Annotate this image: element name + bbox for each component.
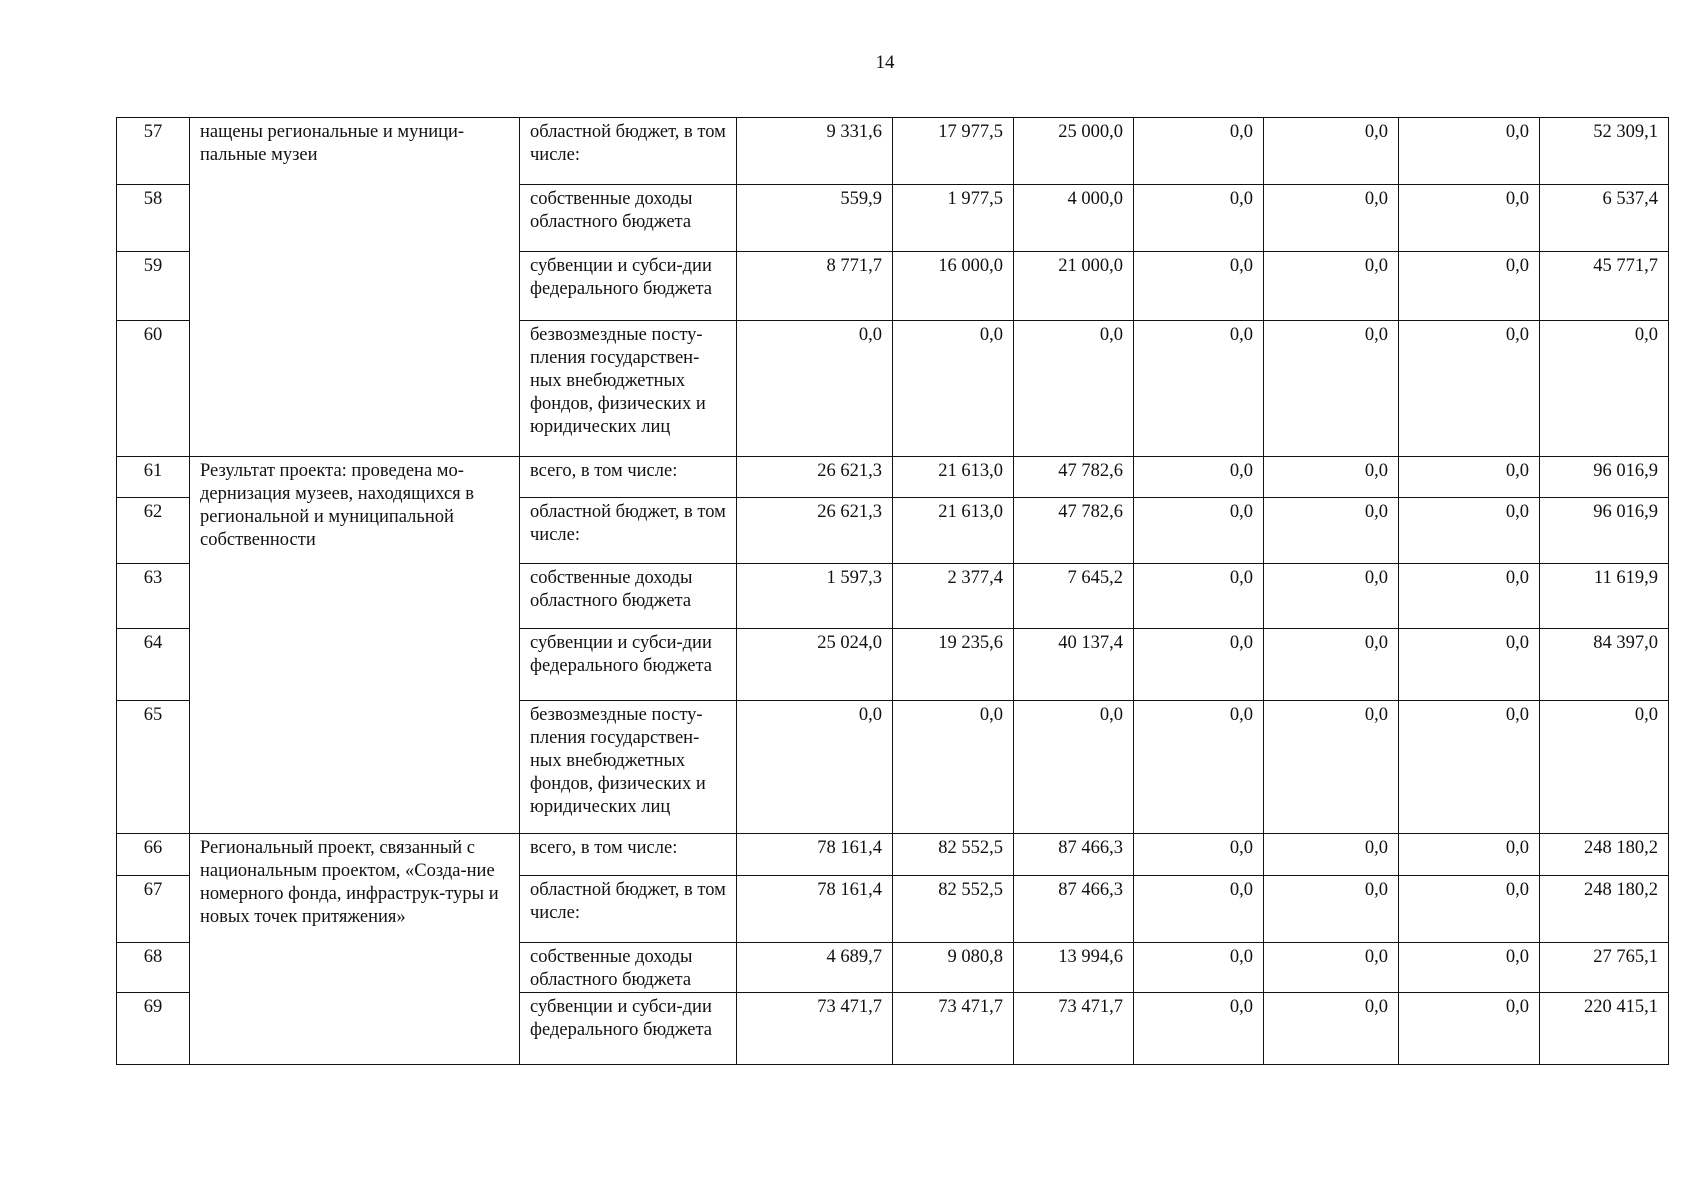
year-value: 8 771,7 bbox=[737, 252, 893, 321]
row-number: 58 bbox=[117, 185, 190, 252]
page-number: 14 bbox=[875, 52, 895, 73]
year-value: 17 977,5 bbox=[893, 118, 1014, 185]
funding-source: областной бюджет, в том числе: bbox=[520, 498, 737, 564]
year-value: 73 471,7 bbox=[737, 993, 893, 1065]
year-value: 0,0 bbox=[737, 701, 893, 834]
year-value: 0,0 bbox=[1134, 834, 1264, 876]
total-value: 45 771,7 bbox=[1540, 252, 1669, 321]
row-number: 57 bbox=[117, 118, 190, 185]
year-value: 16 000,0 bbox=[893, 252, 1014, 321]
funding-source: безвозмездные посту-пления государствен-ных внебюджетных фондов, физических и юридических лиц bbox=[520, 701, 737, 834]
year-value: 13 994,6 bbox=[1014, 943, 1134, 993]
year-value: 47 782,6 bbox=[1014, 457, 1134, 498]
year-value: 0,0 bbox=[1134, 876, 1264, 943]
total-value: 11 619,9 bbox=[1540, 564, 1669, 629]
year-value: 0,0 bbox=[1264, 498, 1399, 564]
funding-source: собственные доходы областного бюджета bbox=[520, 185, 737, 252]
total-value: 220 415,1 bbox=[1540, 993, 1669, 1065]
total-value: 52 309,1 bbox=[1540, 118, 1669, 185]
row-number: 60 bbox=[117, 321, 190, 457]
year-value: 0,0 bbox=[1399, 834, 1540, 876]
funding-source: субвенции и субси-дии федерального бюджета bbox=[520, 993, 737, 1065]
year-value: 26 621,3 bbox=[737, 457, 893, 498]
year-value: 0,0 bbox=[1399, 876, 1540, 943]
year-value: 0,0 bbox=[1399, 993, 1540, 1065]
year-value: 0,0 bbox=[1134, 118, 1264, 185]
row-number: 63 bbox=[117, 564, 190, 629]
year-value: 0,0 bbox=[1264, 629, 1399, 701]
year-value: 0,0 bbox=[1134, 321, 1264, 457]
year-value: 0,0 bbox=[1399, 498, 1540, 564]
year-value: 0,0 bbox=[1264, 252, 1399, 321]
year-value: 21 000,0 bbox=[1014, 252, 1134, 321]
year-value: 82 552,5 bbox=[893, 834, 1014, 876]
year-value: 73 471,7 bbox=[893, 993, 1014, 1065]
year-value: 87 466,3 bbox=[1014, 876, 1134, 943]
funding-source: всего, в том числе: bbox=[520, 457, 737, 498]
year-value: 26 621,3 bbox=[737, 498, 893, 564]
year-value: 0,0 bbox=[1134, 943, 1264, 993]
year-value: 0,0 bbox=[1399, 701, 1540, 834]
total-value: 84 397,0 bbox=[1540, 629, 1669, 701]
year-value: 0,0 bbox=[1134, 993, 1264, 1065]
year-value: 0,0 bbox=[1399, 629, 1540, 701]
row-number: 61 bbox=[117, 457, 190, 498]
year-value: 0,0 bbox=[893, 701, 1014, 834]
year-value: 0,0 bbox=[1134, 629, 1264, 701]
year-value: 0,0 bbox=[1134, 457, 1264, 498]
table-row bbox=[117, 457, 1669, 498]
year-value: 0,0 bbox=[1399, 185, 1540, 252]
year-value: 0,0 bbox=[1264, 457, 1399, 498]
year-value: 21 613,0 bbox=[893, 457, 1014, 498]
total-value: 6 537,4 bbox=[1540, 185, 1669, 252]
year-value: 78 161,4 bbox=[737, 876, 893, 943]
year-value: 0,0 bbox=[1264, 834, 1399, 876]
year-value: 0,0 bbox=[1134, 185, 1264, 252]
row-number: 67 bbox=[117, 876, 190, 943]
year-value: 0,0 bbox=[1264, 876, 1399, 943]
funding-source: субвенции и субси-дии федерального бюджета bbox=[520, 252, 737, 321]
total-value: 96 016,9 bbox=[1540, 457, 1669, 498]
funding-source: всего, в том числе: bbox=[520, 834, 737, 876]
year-value: 0,0 bbox=[1399, 118, 1540, 185]
row-number: 65 bbox=[117, 701, 190, 834]
year-value: 0,0 bbox=[1134, 498, 1264, 564]
funding-source: субвенции и субси-дии федерального бюджета bbox=[520, 629, 737, 701]
year-value: 0,0 bbox=[1264, 118, 1399, 185]
row-number: 59 bbox=[117, 252, 190, 321]
year-value: 4 689,7 bbox=[737, 943, 893, 993]
funding-source: безвозмездные посту-пления государствен-ных внебюджетных фондов, физических и юридических лиц bbox=[520, 321, 737, 457]
year-value: 0,0 bbox=[1264, 564, 1399, 629]
year-value: 25 024,0 bbox=[737, 629, 893, 701]
year-value: 47 782,6 bbox=[1014, 498, 1134, 564]
year-value: 73 471,7 bbox=[1014, 993, 1134, 1065]
year-value: 25 000,0 bbox=[1014, 118, 1134, 185]
row-number: 68 bbox=[117, 943, 190, 993]
year-value: 0,0 bbox=[1264, 943, 1399, 993]
year-value: 9 331,6 bbox=[737, 118, 893, 185]
year-value: 0,0 bbox=[1014, 321, 1134, 457]
year-value: 19 235,6 bbox=[893, 629, 1014, 701]
year-value: 0,0 bbox=[1399, 321, 1540, 457]
row-number: 66 bbox=[117, 834, 190, 876]
year-value: 1 977,5 bbox=[893, 185, 1014, 252]
year-value: 0,0 bbox=[1399, 943, 1540, 993]
funding-source: собственные доходы областного бюджета bbox=[520, 564, 737, 629]
year-value: 0,0 bbox=[1399, 457, 1540, 498]
year-value: 2 377,4 bbox=[893, 564, 1014, 629]
year-value: 0,0 bbox=[893, 321, 1014, 457]
year-value: 0,0 bbox=[1264, 701, 1399, 834]
year-value: 9 080,8 bbox=[893, 943, 1014, 993]
year-value: 0,0 bbox=[1399, 252, 1540, 321]
item-description: нащены региональные и муници-пальные музеи bbox=[190, 118, 520, 457]
year-value: 0,0 bbox=[1264, 185, 1399, 252]
year-value: 559,9 bbox=[737, 185, 893, 252]
year-value: 0,0 bbox=[1134, 701, 1264, 834]
row-number: 62 bbox=[117, 498, 190, 564]
table-row bbox=[117, 118, 1669, 185]
total-value: 248 180,2 bbox=[1540, 876, 1669, 943]
year-value: 7 645,2 bbox=[1014, 564, 1134, 629]
funding-source: собственные доходы областного бюджета bbox=[520, 943, 737, 993]
budget-table bbox=[116, 117, 1669, 1065]
total-value: 27 765,1 bbox=[1540, 943, 1669, 993]
item-description: Региональный проект, связанный с национальным проектом, «Созда-ние номерного фонда, инфраструк-туры и новых точек притяжения» bbox=[190, 834, 520, 1065]
total-value: 0,0 bbox=[1540, 701, 1669, 834]
year-value: 0,0 bbox=[1134, 252, 1264, 321]
year-value: 0,0 bbox=[1134, 564, 1264, 629]
year-value: 78 161,4 bbox=[737, 834, 893, 876]
year-value: 40 137,4 bbox=[1014, 629, 1134, 701]
year-value: 0,0 bbox=[1014, 701, 1134, 834]
year-value: 0,0 bbox=[737, 321, 893, 457]
row-number: 64 bbox=[117, 629, 190, 701]
year-value: 0,0 bbox=[1264, 993, 1399, 1065]
funding-source: областной бюджет, в том числе: bbox=[520, 118, 737, 185]
year-value: 4 000,0 bbox=[1014, 185, 1134, 252]
funding-source: областной бюджет, в том числе: bbox=[520, 876, 737, 943]
year-value: 1 597,3 bbox=[737, 564, 893, 629]
total-value: 248 180,2 bbox=[1540, 834, 1669, 876]
year-value: 21 613,0 bbox=[893, 498, 1014, 564]
row-number: 69 bbox=[117, 993, 190, 1065]
year-value: 0,0 bbox=[1264, 321, 1399, 457]
item-description: Результат проекта: проведена мо-дернизация музеев, находящихся в региональной и муниципальной собственности bbox=[190, 457, 520, 834]
year-value: 87 466,3 bbox=[1014, 834, 1134, 876]
year-value: 82 552,5 bbox=[893, 876, 1014, 943]
total-value: 0,0 bbox=[1540, 321, 1669, 457]
total-value: 96 016,9 bbox=[1540, 498, 1669, 564]
table-row bbox=[117, 834, 1669, 876]
year-value: 0,0 bbox=[1399, 564, 1540, 629]
